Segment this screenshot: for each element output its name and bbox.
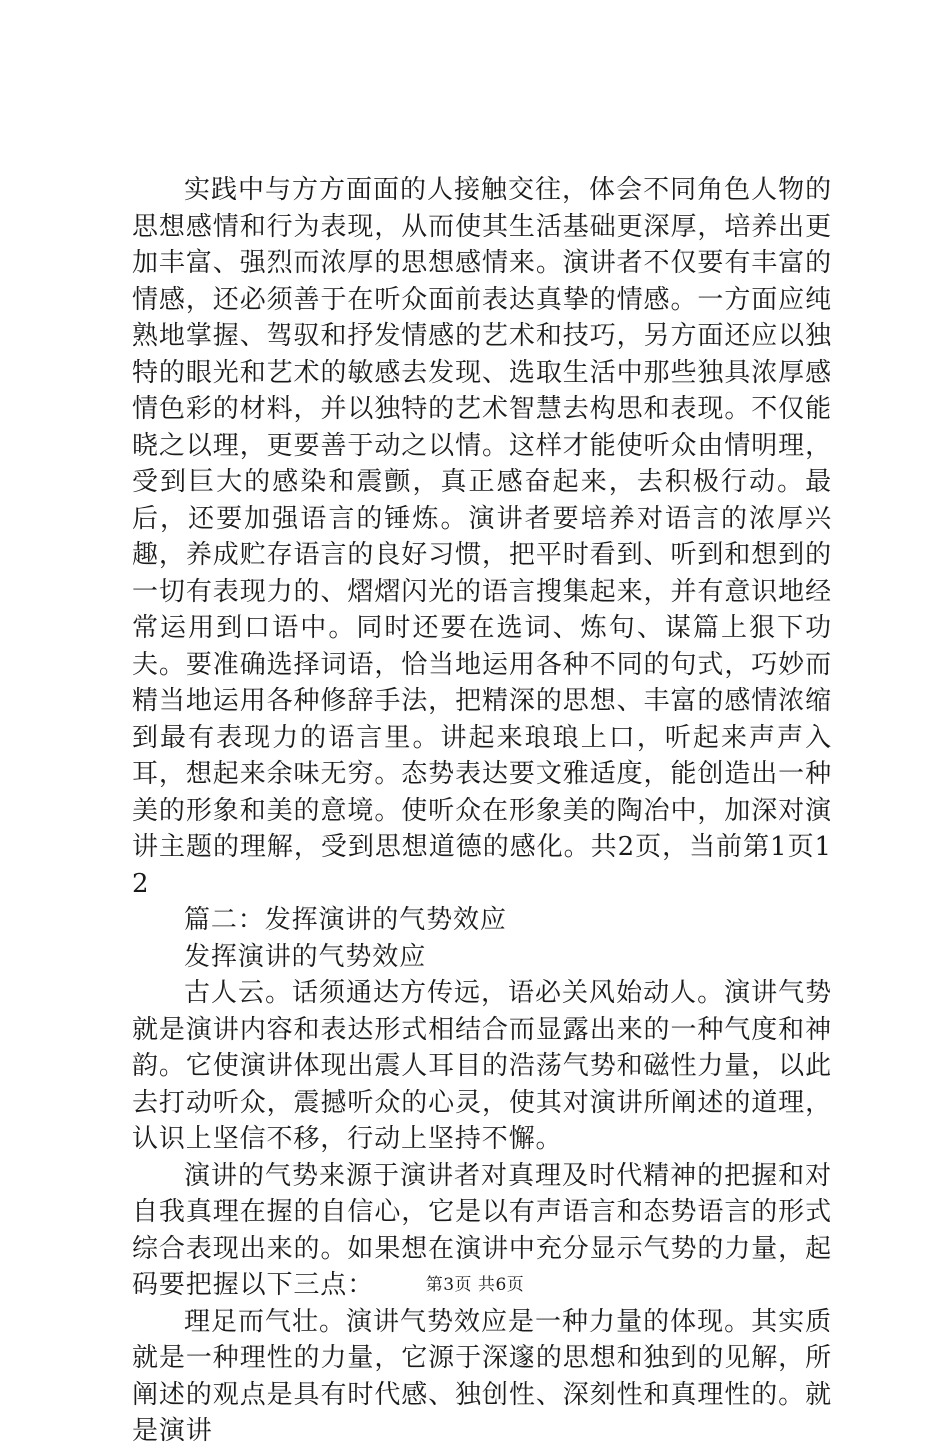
body-text [132,172,832,1450]
section-heading: 篇二：发挥演讲的气势效应 [184,905,507,935]
paragraph-2: 古人云。话须通达方传远，语必关风始动人。演讲气势就是演讲内容和表达形式相结合而显露出来的一种气度和神韵。它使演讲体现出震人耳目的浩荡气势和磁性力量，以此去打动听众，震撼听众的心灵，使其对演讲所阐述的道理，认识上坚信不移，行动上坚持不懈。 [132,978,832,1154]
article-title: 发挥演讲的气势效应 [184,941,427,972]
page-footer: 第3页 共6页 [425,1275,525,1295]
paragraph-3: 演讲的气势来源于演讲者对真理及时代精神的把握和对自我真理在握的自信心，它是以有声语言和态势语言的形式综合表现出来的。如果想在演讲中充分显示气势的力量，起码要把握以下三点： [132,1160,832,1300]
paragraph-1: 实践中与方方面面的人接触交往，体会不同角色人物的思想感情和行为表现，从而使其生活基础更深厚，培养出更加丰富、强烈而浓厚的思想感情来。演讲者不仅要有丰富的情感，还必须善于在听众面前表达真挚的情感。一方面应纯熟地掌握、驾驭和抒发情感的艺术和技巧，另方面还应以独特的眼光和艺术的敏感去发现、选取生活中那些独具浓厚感情色彩的材料，并以独特的艺术智慧去构思和表现。不仅能晓之以理，更要善于动之以情。这样才能使听众由情明理，受到巨大的感染和震颤，真正感奋起来，去积极行动。最后，还要加强语言的锤炼。演讲者要培养对语言的浓厚兴趣，养成贮存语言的良好习惯，把平时看到、听到和想到的一切有表现力的、熠熠闪光的语言搜集起来，并有意识地经常运用到口语中。同时还要在选词、炼句、谋篇上狠下功夫。要准确选择词语，恰当地运用各种不同的句式，巧妙而精当地运用各种修辞手法，把精深的思想、丰富的感情浓缩到最有表现力的语言里。讲起来琅琅上口，听起来声声入耳，想起来余味无穷。态势表达要文雅适度，能创造出一种美的形象和美的意境。使听众在形象美的陶冶中，加深对演讲主题的理解，受到思想道德的感化。共2页，当前第1页12 [132,175,832,899]
paragraph-4: 理足而气壮。演讲气势效应是一种力量的体现。其实质就是一种理性的力量，它源于深邃的思想和独到的见解，所阐述的观点是具有时代感、独创性、深刻性和真理性的。就是演讲 [132,1306,832,1446]
